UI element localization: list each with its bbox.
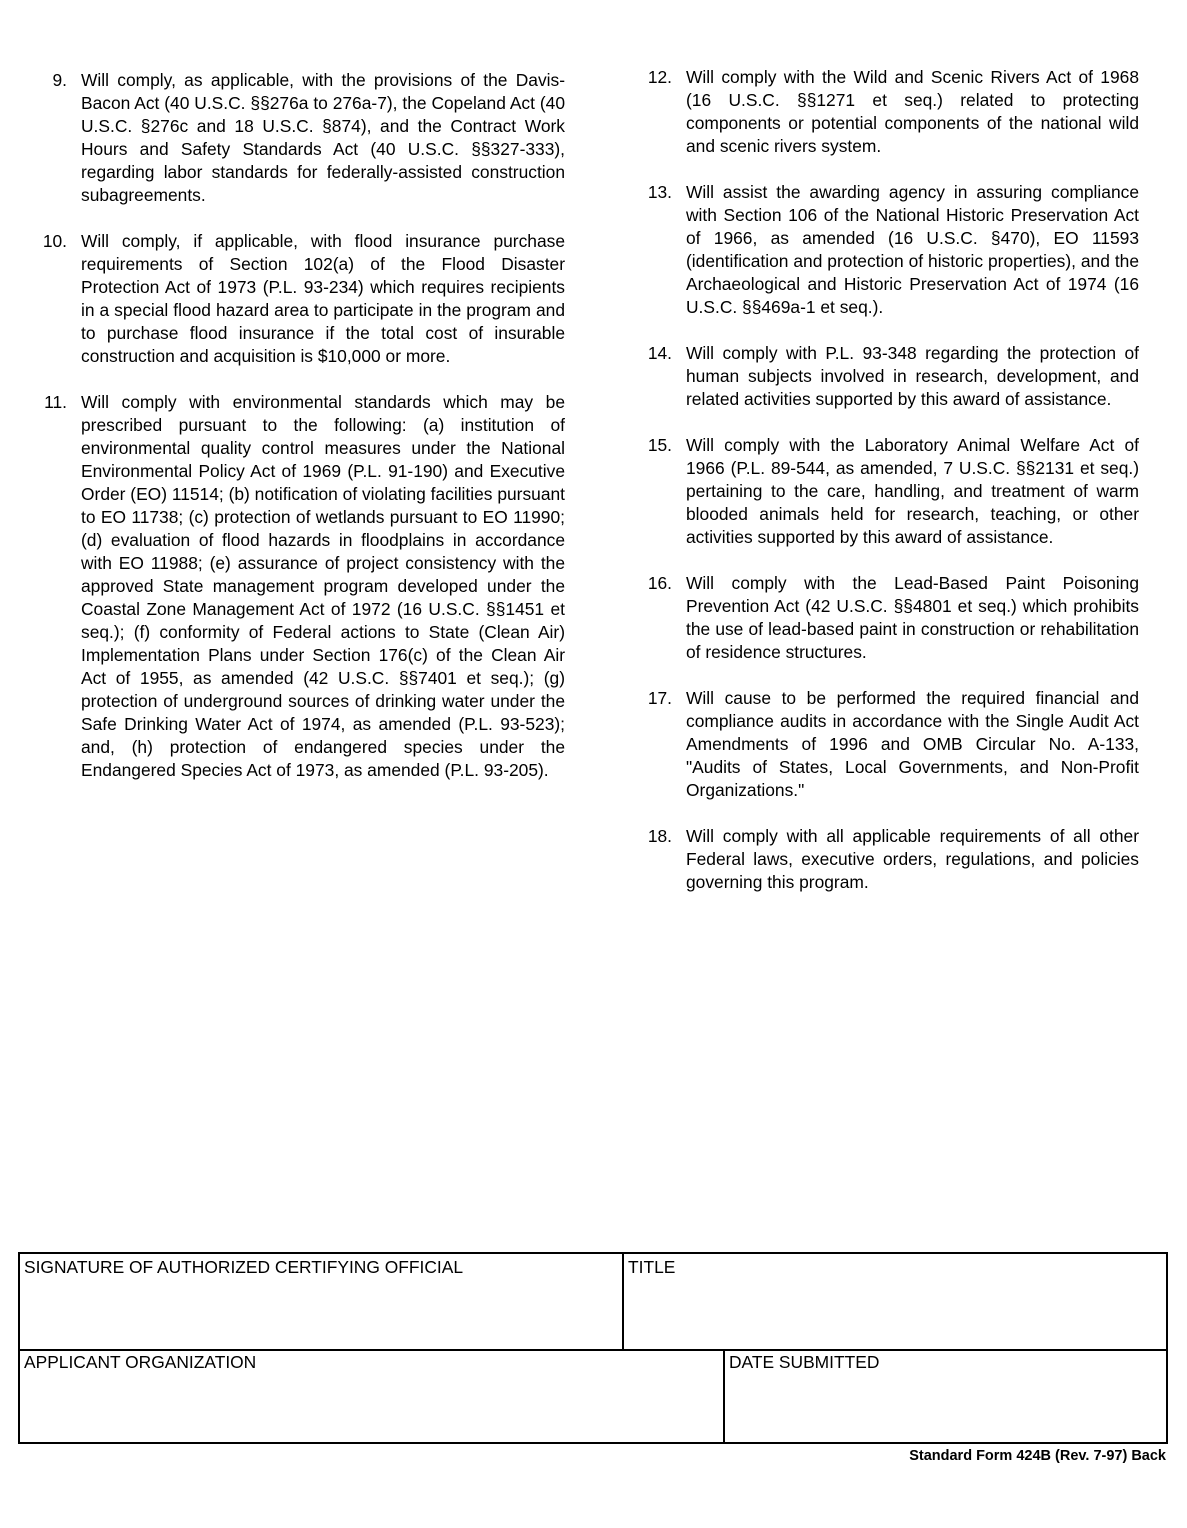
date-submitted-field[interactable] [725, 1349, 1166, 1442]
form-identifier: Standard Form 424B (Rev. 7-97) Back [909, 1448, 1166, 1464]
item-number: 11. [44, 392, 67, 412]
item-text: Will comply with P.L. 93-348 regarding the protection of human subjects involved in research, development, and related activities supported by this award of assistance. [686, 343, 1139, 409]
assurance-item-16 [634, 572, 1139, 664]
date-submitted-label: DATE SUBMITTED [729, 1352, 880, 1372]
item-number: 13. [647, 182, 672, 202]
item-text: Will comply, if applicable, with flood insurance purchase requirements of Section 102(a) of the Flood Disaster Protection Act of 1973 (P.L. 93-234) which requires recipients in a special flood hazard area to participate in the program and to purchase flood insurance if the total cost of insurable construction and acquisition is $10,000 or more. [81, 231, 565, 366]
item-number: 15. [647, 435, 672, 455]
item-text: Will assist the awarding agency in assuring compliance with Section 106 of the National Historic Preservation Act of 1966, as amended (16 U.S.C. §470), EO 11593 (identification and protection of historic properties), and the Archaeological and Historic Preservation Act of 1974 (16 U.S.C. §§469a-1 et seq.). [686, 182, 1139, 317]
item-text: Will cause to be performed the required financial and compliance audits in accordance with the Single Audit Act Amendments of 1996 and OMB Circular No. A-133, "Audits of States, Local Governments, and Non-Profit Organizations." [686, 688, 1139, 800]
item-text: Will comply with the Lead-Based Paint Poisoning Prevention Act (42 U.S.C. §§4801 et seq.) which prohibits the use of lead-based paint in construction or rehabilitation of residence structures. [686, 573, 1139, 662]
item-number: 17. [647, 688, 672, 708]
title-label: TITLE [628, 1257, 676, 1277]
assurance-item-12 [634, 66, 1139, 158]
assurance-item-10 [30, 230, 565, 368]
item-number: 9. [52, 70, 67, 90]
item-text: Will comply with all applicable requirements of all other Federal laws, executive orders, regulations, and policies governing this program. [686, 826, 1139, 892]
item-text: Will comply with the Wild and Scenic Rivers Act of 1968 (16 U.S.C. §§1271 et seq.) related to protecting components or potential components of the national wild and scenic rivers system. [686, 67, 1139, 156]
item-number: 10. [42, 231, 67, 251]
applicant-organization-label: APPLICANT ORGANIZATION [24, 1352, 257, 1372]
applicant-organization-field[interactable] [20, 1349, 725, 1442]
item-number: 18. [647, 826, 672, 846]
assurance-item-17 [634, 687, 1139, 802]
assurance-item-15 [634, 434, 1139, 549]
assurance-item-13 [634, 181, 1139, 319]
left-column [30, 66, 565, 805]
item-text: Will comply, as applicable, with the provisions of the Davis-Bacon Act (40 U.S.C. §§276a to 276a-7), the Copeland Act (40 U.S.C. §276c and 18 U.S.C. §874), and the Contract Work Hours and Safety Standards Act (40 U.S.C. §§327-333), regarding labor standards for federally-assisted construction subagreements. [81, 70, 565, 205]
item-text: Will comply with environmental standards which may be prescribed pursuant to the following: (a) institution of environmental quality control measures under the National Environmental Policy Act of 1969 (P.L. 91-190) and Executive Order (EO) 11514; (b) notification of violating facilities pursuant to EO 11738; (c) protection of wetlands pursuant to EO 11990; (d) evaluation of flood hazards in floodplains in accordance with EO 11988; (e) assurance of project consistency with the approved State management program developed under the Coastal Zone Management Act of 1972 (16 U.S.C. §§1451 et seq.); (f) conformity of Federal actions to State (Clean Air) Implementation Plans under Section 176(c) of the Clean Air Act of 1955, as amended (42 U.S.C. §§7401 et seq.); (g) protection of underground sources of drinking water under the Safe Drinking Water Act of 1974, as amended (P.L. 93-523); and, (h) protection of endangered species under the Endangered Species Act of 1973, as amended (P.L. 93-205). [81, 392, 565, 780]
assurance-item-9 [30, 69, 565, 207]
item-number: 16. [647, 573, 672, 593]
title-field[interactable] [624, 1254, 1166, 1349]
signature-field[interactable] [20, 1254, 624, 1349]
item-text: Will comply with the Laboratory Animal Welfare Act of 1966 (P.L. 89-544, as amended, 7 U.S.C. §§2131 et seq.) pertaining to the care, handling, and treatment of warm blooded animals held for research, teaching, or other activities supported by this award of assistance. [686, 435, 1139, 547]
item-number: 14. [647, 343, 672, 363]
item-number: 12. [647, 67, 672, 87]
assurance-item-14 [634, 342, 1139, 411]
assurance-item-11 [30, 391, 565, 782]
right-column [634, 66, 1139, 917]
signature-block [18, 1252, 1168, 1444]
assurance-item-18 [634, 825, 1139, 894]
signature-label: SIGNATURE OF AUTHORIZED CERTIFYING OFFICIAL [24, 1257, 463, 1277]
